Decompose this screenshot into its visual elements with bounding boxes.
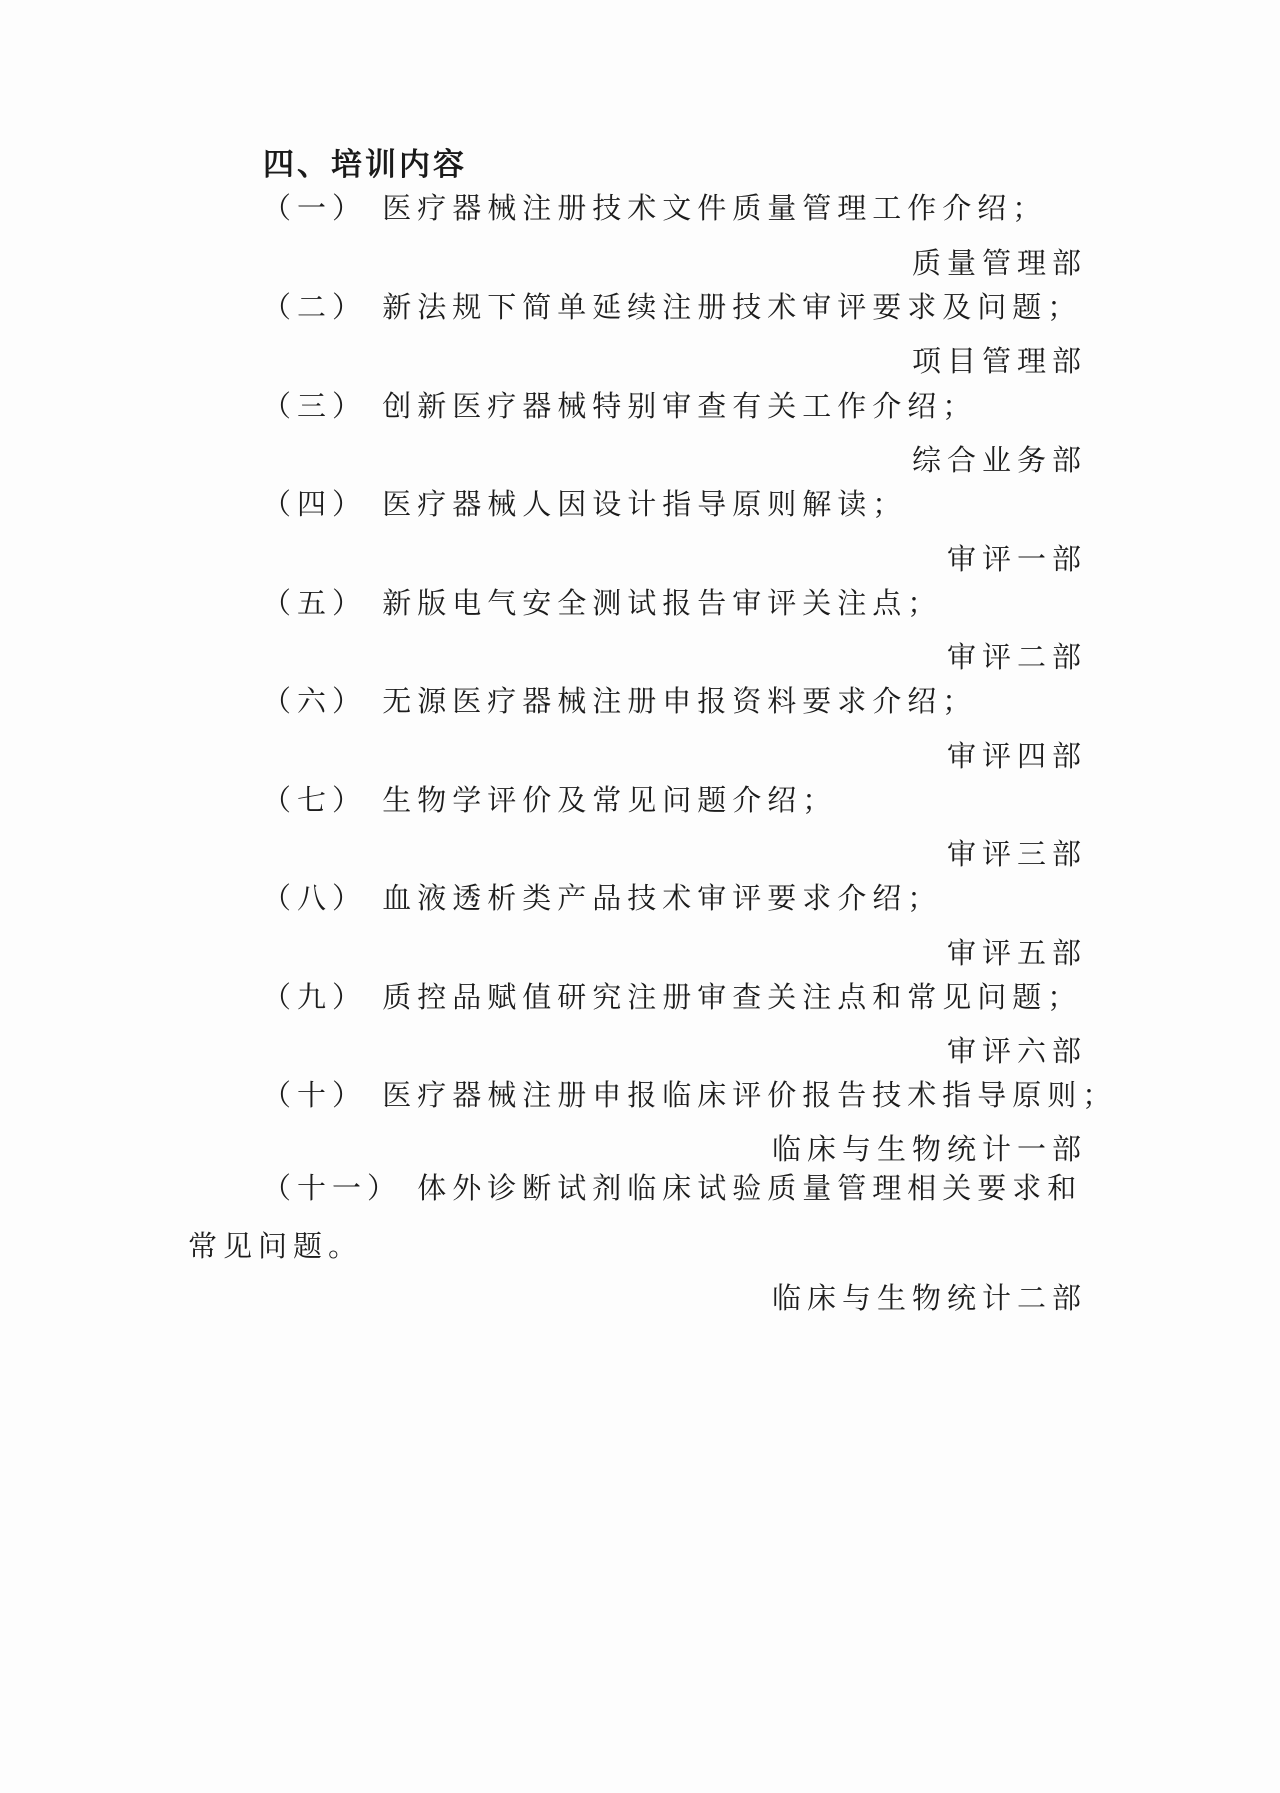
training-item-4: （四） 医疗器械人因设计指导原则解读；: [262, 487, 908, 521]
training-item-5: （五） 新版电气安全测试报告审评关注点；: [262, 586, 943, 620]
training-dept-9: 审评六部: [946, 1034, 1087, 1068]
training-dept-11: 临床与生物统计二部: [771, 1281, 1087, 1315]
training-item-11: （十一） 体外诊断试剂临床试验质量管理相关要求和常见问题。: [188, 1171, 1083, 1263]
training-dept-4: 审评一部: [946, 542, 1087, 576]
training-dept-3: 综合业务部: [911, 443, 1087, 477]
training-item-7: （七） 生物学评价及常见问题介绍；: [262, 783, 838, 817]
training-item-10: （十） 医疗器械注册申报临床评价报告技术指导原则；: [262, 1078, 1118, 1112]
training-dept-7: 审评三部: [946, 837, 1087, 871]
section-heading: 四、培训内容: [263, 147, 467, 183]
training-item-1: （一） 医疗器械注册技术文件质量管理工作介绍；: [262, 191, 1048, 225]
training-item-3: （三） 创新医疗器械特别审查有关工作介绍；: [262, 389, 978, 423]
training-item-6: （六） 无源医疗器械注册申报资料要求介绍；: [262, 684, 978, 718]
training-item-9: （九） 质控品赋值研究注册审查关注点和常见问题；: [262, 980, 1083, 1014]
training-item-8: （八） 血液透析类产品技术审评要求介绍；: [262, 881, 943, 915]
training-dept-2: 项目管理部: [911, 344, 1087, 378]
training-dept-6: 审评四部: [946, 739, 1087, 773]
training-dept-1: 质量管理部: [911, 246, 1087, 280]
training-item-2: （二） 新法规下简单延续注册技术审评要求及问题；: [262, 290, 1083, 324]
training-dept-5: 审评二部: [946, 640, 1087, 674]
training-dept-10: 临床与生物统计一部: [771, 1132, 1087, 1166]
training-dept-8: 审评五部: [946, 936, 1087, 970]
